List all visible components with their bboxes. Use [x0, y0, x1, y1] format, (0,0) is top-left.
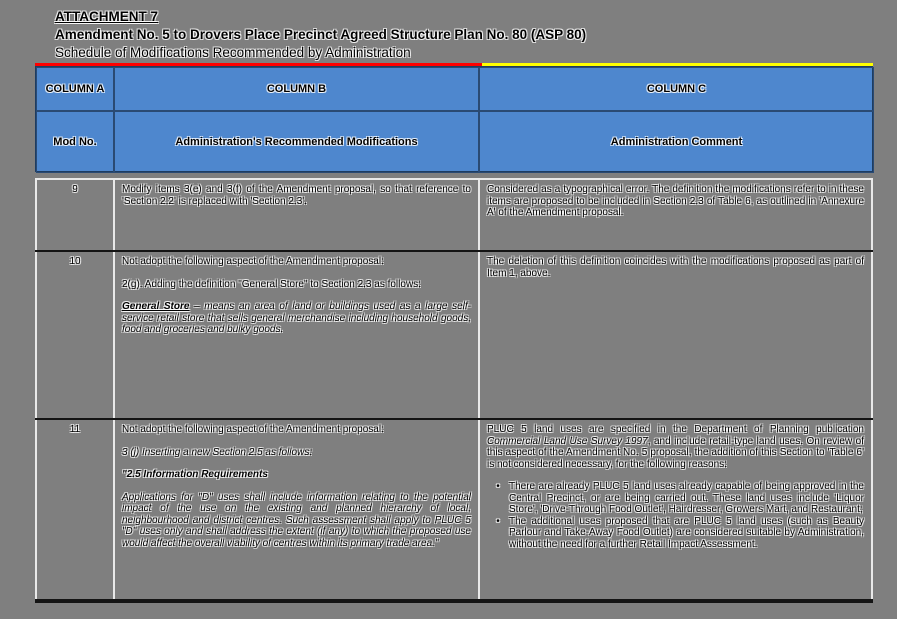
- administration-comment-header: Administration Comment: [479, 111, 874, 173]
- paragraph: 2(g). Adding the definition "General Store" to Section 2.3 as follows:: [122, 278, 421, 290]
- mod-no-cell: 11: [35, 420, 113, 599]
- attachment-title: ATTACHMENT 7: [55, 9, 158, 24]
- paragraph: Considered as a typographical error. The definition the modifications refer to in these items are proposed to be included in Section 2.3 of Table 6, as outlined in 'Annexure A' of the Amendment proposal.: [487, 184, 864, 218]
- paragraph: Applications for "D" uses shall include information relating to the potential impact of the use on the existing and planned hierarchy of local, neighbourhood and district centres. Such assessment shall apply to PLUC 5 "D" uses only and shall address the extent (if any) to which the proposed use would affect the overall viability of centres within its primary trade area.": [122, 491, 471, 549]
- definition-text: – means an area of land or buildings used as a large self-service retail store that sells general merchandise including household goods, food and groceries and bulky goods.: [122, 301, 471, 335]
- column-c-header: COLUMN C: [479, 67, 874, 111]
- paragraph: The deletion of this definition coincides with the modifications proposed as part of Item 1, above.: [487, 256, 864, 279]
- column-a-header: COLUMN A: [36, 67, 114, 111]
- publication-title: Commercial Land Use Survey 1997: [487, 435, 648, 447]
- bullet-text: The additional uses proposed that are PLUC 5 land uses (such as Beauty Parlour and Take-Away Food Outlet) are considered suitable by Administration, without the need for a further Retail Impact Assessment.: [509, 515, 864, 550]
- paragraph: Not adopt the following aspect of the Amendment proposal:: [122, 424, 384, 435]
- comment-cell: [478, 420, 873, 599]
- bullet-icon: •: [496, 481, 500, 492]
- comment-intro-continued: , and include retail-type land uses. On review of this aspect of the Amendment No. 5 proposal, the addition of this Section to 'Table 6' is not considered necessary, for the following reasons:: [487, 435, 865, 470]
- mod-no-cell: 10: [35, 252, 113, 418]
- comment-intro: PLUC 5 land uses are specified in the Department of Planning publication: [487, 424, 864, 435]
- table-row-mod-9: [35, 180, 873, 250]
- paragraph: [487, 424, 864, 470]
- modification-cell: [113, 252, 478, 418]
- paragraph: Modify items 3(e) and 3(f) of the Amendment proposal, so that reference to 'Section 2.2' is replaced with 'Section 2.3'.: [122, 184, 471, 207]
- mod-no-header: Mod No.: [36, 111, 114, 173]
- schedule-table-header: [35, 66, 873, 172]
- recommended-modifications-header: Administration's Recommended Modifications: [114, 111, 479, 173]
- section-heading: "2.5 Information Requirements: [122, 469, 268, 480]
- paragraph: [122, 301, 471, 336]
- schedule-table-body: [35, 178, 873, 603]
- comment-cell: [478, 180, 873, 250]
- amendment-title: Amendment No. 5 to Drovers Place Precinct Agreed Structure Plan No. 80 (ASP 80): [55, 27, 587, 42]
- schedule-subtitle: Schedule of Modifications Recommended by Administration: [55, 45, 411, 60]
- paragraph: Not adopt the following aspect of the Amendment proposal:: [122, 256, 384, 267]
- bullet-item: [487, 516, 864, 551]
- table-row-mod-10: [35, 250, 873, 418]
- bullet-icon: •: [496, 515, 500, 527]
- defined-term: General Store: [122, 301, 190, 312]
- mod-no-cell: 9: [35, 180, 113, 250]
- comment-cell: [478, 252, 873, 418]
- column-b-header: COLUMN B: [114, 67, 479, 111]
- table-row-mod-11: [35, 418, 873, 599]
- paragraph: 3 (j) Inserting a new Section 2.5 as follows:: [122, 446, 313, 458]
- modification-cell: [113, 180, 478, 250]
- bullet-item: [487, 481, 864, 516]
- modification-cell: [113, 420, 478, 599]
- page-header: [55, 8, 586, 62]
- bullet-text: There are already PLUC 5 land uses already capable of being approved in the Central Precinct, or are being carried out. These land uses include 'Liquor Store', 'Drive-Through Food Outlet', Hairdresser, Growers Mart, and Restaurant;: [509, 481, 864, 515]
